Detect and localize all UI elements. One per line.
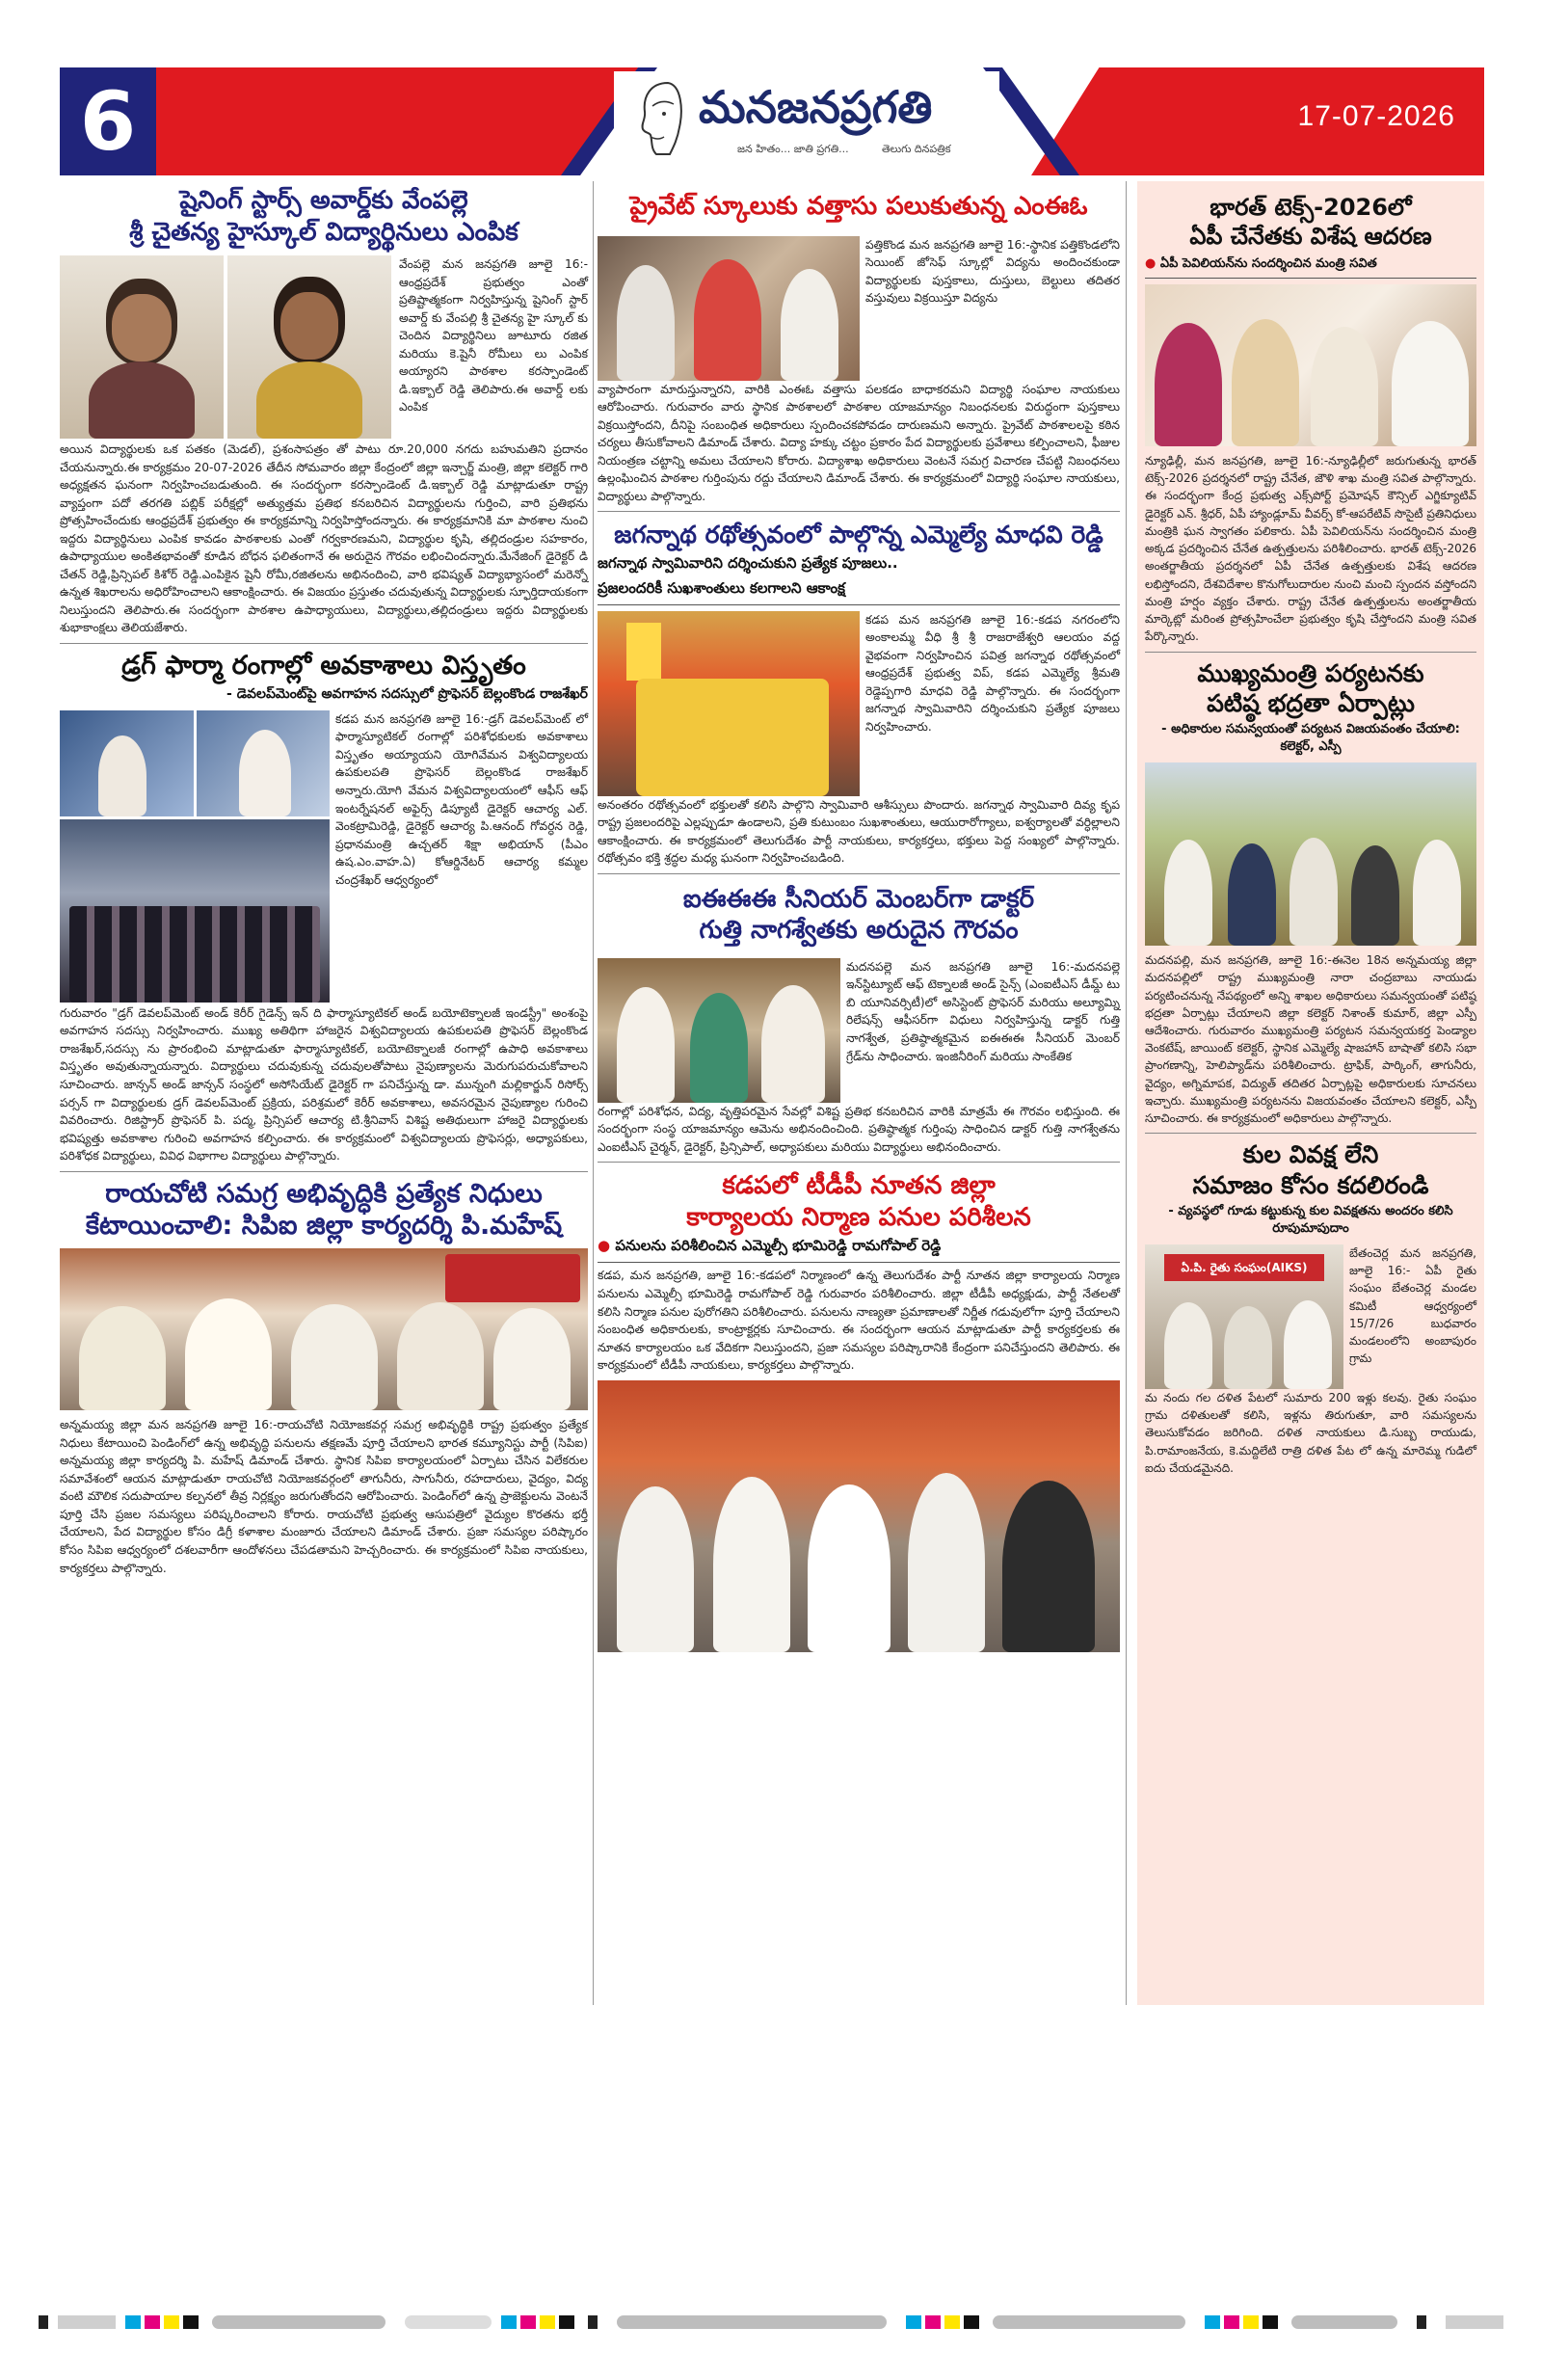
article-headline: ఏపీ చేనేతకు విశేష ఆదరణ [1189, 223, 1432, 250]
seminar-photo [60, 710, 194, 816]
article-body: అయిన విద్యార్థులకు ఒక పతకం (మెడల్), ప్రశంసాపత్రం తో పాటు రూ.20,000 నగదు బహుమతిని ప్రదానం చేయనున్నారు.ఈ కార్యక్రమం 20-07-2026 తేదీన సోమవారం జిల్లా కేంద్రంలో జిల్లా ఇన్చార్జ్ మంత్రి, జిల్లా కలెక్టర్ గారి అధ్యక్షతన ఘనంగా నిర్వహించబడుతుంది. ఈ సందర్భంగా కరస్పాండెంట్ డి.ఇక్బాల్ రెడ్డి మాట్లాడుతూ రాష్ట్ర వ్యాప్తంగా పదో తరగతి పబ్లిక్ పరీక్షల్లో అత్యుత్తమ ప్రతిభ కనబరిచిన విద్యార్థులను గుర్తించి, వారి ప్రతిభను ప్రోత్సహించేందుకు ఆంధ్రప్రదేశ్ ప్రభుత్వం ఈ కార్యక్రమాన్ని నిర్వహిస్తోందన్నారు. ఈ కార్యక్రమానికి మా పాఠశాల నుంచి ఇద్దరు విద్యార్థినులు ఎంపిక కావడం పాఠశాలకు ఎంతో గర్వకారణమని, విద్యార్థుల కృషి, తల్లిదండ్రుల సహకారం, ఉపాధ్యాయుల అంకితభావంతో కూడిన బోధన ఫలితంగానే ఈ అరుదైన గౌరవం లభించిందన్నారు.మేనేజింగ్ డైరెక్టర్ డి చేతన్ రెడ్డి,ప్రిన్సిపల్ కిశోర్ రెడ్డి.ఎంపికైన షైనీ రోమీ,రజితలను అభినందించి, వారి భవిష్యత్ విద్యాభ్యాసంలో మరెన్నో ఉన్నత శిఖరాలను అధిరోహించాలని ఆకాంక్షించారు. ఈ విజయం ప్రస్తుతం చదువుతున్న విద్యార్థులకు స్ఫూర్తిదాయకంగా నిలుస్తుందని తెలిపారు.ఈ సందర్భంగా పాఠశాల ఉపాధ్యాయులు, విద్యార్థులు,తల్లిదండ్రులు ఇద్దరు విద్యార్థులకు శుభాకాంక్షలు తెలియజేశారు. [60, 442, 588, 635]
masthead-red-band-left [156, 67, 638, 175]
article-subtitle: - వ్యవస్థలో గూడు కట్టుకున్న కుల వివక్షతను అందరం కలిసి రూపుమాపుదాం [1168, 1203, 1453, 1236]
article-headline: కేటాయించాలి: సిపిఐ జిల్లా కార్యదర్శి పి.మహేష్ [85, 1211, 563, 1242]
article-headline: గుత్తి నాగశ్వేతకు అరుదైన గౌరవం [699, 916, 1019, 946]
article-jagannath-rathotsavam [598, 520, 1120, 867]
article-lead: పత్తికొండ మన జనప్రగతి జూలై 16:-స్థానిక పత్తికొండలోని సెయింట్ జోసెఫ్ స్కూల్లో విద్యను అందించకుండా విద్యార్థులకు పుస్తకాలు, దుస్తులు, బెల్టులు తదితర వస్తువులు విక్రయిస్తూ విద్యను [865, 237, 1120, 306]
print-registration-bar [0, 2315, 1542, 2329]
article-headline: కడపలో టీడీపీ నూతన జిల్లా [722, 1171, 996, 1201]
article-body: మదనపల్లి, మన జనప్రగతి, జూలై 16:-ఈనెల 18న అన్నమయ్య జిల్లా మదనపల్లిలో రాష్ట్ర ముఖ్యమంత్రి నారా చంద్రబాబు నాయుడు పర్యటించనున్న నేపథ్యంలో అన్ని శాఖల అధికారులు సమన్వయంతో పటిష్ఠ భద్రతా ఏర్పాట్లు చేయాలని జిల్లా కలెక్టర్ నిశాంత్ కుమార్, జిల్లా ఎస్పీ ఆదేశించారు. గురువారం ముఖ్యమంత్రి పర్యటన సమన్వయకర్త పెండ్యాల వెంకటేష్, జాయింట్ కలెక్టర్, స్థానిక ఎమ్మెల్యే షాజహాన్ బాషాతో కలిసి సభా ప్రాంగణాన్ని, హెలిప్యాడ్‌ను పరిశీలించారు. ట్రాఫిక్, పార్కింగ్, తాగునీరు, వైద్యం, అగ్నిమాపక, విద్యుత్ తదితర ఏర్పాట్లపై అధికారులకు సూచనలు ఇచ్చారు. ముఖ్యమంత్రి పర్యటనను విజయవంతం చేయాలని కలెక్టర్, ఎస్పీ సూచించారు. ఈ కార్యక్రమంలో అధికారులు పాల్గొన్నారు. [1145, 953, 1476, 1126]
article-bullet: ● పనులను పరిశీలించిన ఎమ్మెల్సీ భూమిరెడ్డి రామగోపాల్ రెడ్డి [598, 1237, 1120, 1263]
logo-portrait-icon [629, 77, 691, 164]
article-bullet: ● ఏపీ పెవిలియన్‌ను సందర్శించిన మంత్రి సవిత [1145, 256, 1476, 279]
article-body: న్యూఢిల్లీ, మన జనప్రగతి, జూలై 16:-న్యూఢిల్లీలో జరుగుతున్న భారత్ టెక్స్-2026 ప్రదర్శనలో రాష్ట్ర చేనేత, జౌళి శాఖ మంత్రి సవిత పాల్గొన్నారు. ఈ సందర్భంగా కేంద్ర ప్రభుత్వ ఎక్స్‌పోర్ట్ ప్రమోషన్ కౌన్సిల్ ఎగ్జిక్యూటివ్ డైరెక్టర్ ఎన్. శ్రీధర్, ఏపీ హ్యాండ్లూమ్ వీవర్స్ కో-ఆపరేటివ్ సొసైటీ ప్రతినిధులు మంత్రికి ఘన స్వాగతం పలికారు. ఏపీ పెవిలియన్‌ను సందర్శించిన మంత్రి అక్కడ ప్రదర్శించిన చేనేత ఉత్పత్తులను పరిశీలించారు. భారత్ టెక్స్-2026 అంతర్జాతీయ ప్రదర్శనలో ఏపీ చేనేత ఉత్పత్తులకు విశేష ఆదరణ లభిస్తోందని, దేశవిదేశాల కొనుగోలుదారుల నుంచి మంచి స్పందన వస్తోందని మంత్రి హర్షం వ్యక్తం చేశారు. రాష్ట్ర చేనేత ఉత్పత్తులను అంతర్జాతీయ మార్కెట్లో మరింత ప్రోత్సహించేలా ప్రభుత్వం కృషి చేస్తోందని మంత్రి సవిత పేర్కొన్నారు. [1145, 454, 1476, 644]
article-headline: రాయచోటి సమగ్ర అభివృద్ధికి ప్రత్యేక నిధులు [105, 1178, 543, 1209]
article-lead: వేంపల్లె మన జనప్రగతి జూలై 16:-ఆంధ్రప్రదేశ్ ప్రభుత్వం ఎంతో ప్రతిష్టాత్మకంగా నిర్వహిస్తున్న షైనింగ్ స్టార్ అవార్డ్ కు వేంపల్లి శ్రీ చైతన్య హై స్కూల్ కు చెందిన విద్యార్థినిలు జూటూరు రజిత మరియు కె.షైనీ రోమీలు లు ఎంపిక అయ్యారని పాఠశాల కరస్పాండెంట్ డి.ఇక్బాల్ రెడ్డి తెలిపారు.ఈ అవార్డ్ లకు ఎంపిక [399, 257, 588, 414]
page-number: 6 [60, 67, 156, 175]
column-right [1137, 181, 1484, 2005]
rathotsavam-photo [598, 611, 860, 796]
press-meet-photo [60, 1248, 588, 1410]
article-bharat-tex [1145, 193, 1476, 646]
felicitation-photo [598, 958, 840, 1103]
article-lead: బేతంచెర్ల మన జనప్రగతి, జూలై 16:- ఏపీ రైతు సంఘం బేతంచెర్ల మండల కమిటీ ఆధ్వర్యంలో 15/7/26 బుధవారం మండలంలోని అంబాపురం గ్రామ [1349, 1245, 1476, 1366]
column-middle [598, 181, 1120, 1652]
article-lead: కడప మన జనప్రగతి జూలై 16:-డ్రగ్ డెవలప్‌మెంట్ లో ఫార్మాస్యూటికల్ రంగాల్లో పరిశోధకులకు అవకాశాలు విస్తృతం అయ్యాయని యోగివేమన విశ్వవిద్యాలయ ఉపకులపతి ప్రొఫెసర్ బెల్లంకొండ రాజశేఖర్ అన్నారు.యోగి వేమన విశ్వవిద్యాలయంలో ఆఫీస్ ఆఫ్ ఇంటర్నేషనల్ అఫైర్స్ డిప్యూటీ డైరెక్టర్ ఆచార్య ఎల్. వెంకట్రామిరెడ్డి, డైరెక్టర్ ఆచార్య పి.ఆనంద్ గోవర్ధన రెడ్డి, ప్రధానమంత్రి ఉచ్చతర్ శిక్షా అభియాన్ (పీఎం ఉష.ఎం.వాహ.ఏ) కోఆర్డినేటర్ ఆచార్య కమ్మల చంద్రశేఖర్ ఆధ్వర్యంలో [335, 711, 588, 887]
article-headline: జగన్నాథ రథోత్సవంలో పాల్గొన్న ఎమ్మెల్యే మాధవి రెడ్డి [614, 521, 1103, 549]
article-lead: మదనపల్లె మన జనప్రగతి జూలై 16:-మదనపల్లె ఇన్‌స్టిట్యూట్ ఆఫ్ టెక్నాలజీ అండ్ సైన్స్ (ఎంఐటీఎస్ డీమ్డ్ టు బి యూనివర్సిటీ)లో అసిస్టెంట్ ప్రొఫెసర్ మరియు అల్యూమ్ని రిలేషన్స్ ఆఫీసర్‌గా విధులు నిర్వహిస్తున్న డాక్టర్ గుత్తి నాగశ్వేత, ప్రతిష్ఠాత్మకమైన ఐఈఈఈ సీనియర్ మెంబర్ గ్రేడ్‌ను సాధించారు. ఇంజినీరింగ్ మరియు సాంకేతిక [846, 959, 1120, 1063]
article-subheading: జగన్నాథ స్వామివారిని దర్శించుకుని ప్రత్యేక పూజలు.. [598, 553, 898, 572]
newspaper-subtag: తెలుగు దినపత్రిక [882, 143, 951, 155]
audience-photo [60, 819, 330, 1003]
article-headline: ప్రైవేట్ స్కూలుకు వత్తాసు పలుకుతున్న ఎంఈఓ [629, 192, 1088, 221]
article-body: కడప, మన జనప్రగతి, జూలై 16:-కడపలో నిర్మాణంలో ఉన్న తెలుగుదేశం పార్టీ నూతన జిల్లా కార్యాలయ నిర్మాణ పనులను ఎమ్మెల్సీ భూమిరెడ్డి రామగోపాల్ రెడ్డి గురువారం పరిశీలించారు. జిల్లా టీడీపీ అధ్యక్షుడు, పార్టీ నేతలతో కలిసి నిర్మాణ పనుల పురోగతిని పరిశీలించారు. పనులను నాణ్యతా ప్రమాణాలతో నిర్ణీత గడువులోగా పూర్తి చేయాలని సంబంధిత అధికారులకు, కాంట్రాక్టర్లకు సూచించారు. ఈ సందర్భంగా ఆయన మాట్లాడుతూ పార్టీ కార్యకర్తలకు ఈ నూతన కార్యాలయం ఒక వేదికగా నిలుస్తుందని, ప్రజా సమస్యల పరిష్కారానికి కేంద్రంగా పనిచేస్తుందని తెలిపారు. ఈ కార్యక్రమంలో టీడీపీ నాయకులు, కార్యకర్తలు పాల్గొన్నారు. [598, 1269, 1120, 1373]
rythu-sangham-photo [1145, 1244, 1343, 1389]
construction-site-photo [598, 1380, 1120, 1652]
school-protest-photo [598, 236, 860, 381]
article-shining-stars [60, 185, 588, 637]
article-headline: శ్రీ చైతన్య హైస్కూల్ విద్యార్థినులు ఎంపిక [129, 217, 518, 247]
article-subtitle: - డెవలప్‌మెంట్‌పై అవగాహన సదస్సులో ప్రొఫెసర్ బెల్లంకొండ రాజశేఖర్ [226, 685, 588, 702]
article-body: వ్యాపారంగా మారుస్తున్నారని, వారికి ఎంఈఓ వత్తాసు పలకడం బాధాకరమని విద్యార్థి సంఘాల నాయకులు ఆరోపించారు. గురువారం వారు స్థానిక పాఠశాలలో పాఠశాల యాజమాన్యం నిబంధనలకు విరుద్ధంగా పుస్తకాలు విక్రయిస్తోందని, దీనిపై సంబంధిత అధికారులు స్పందించకపోవడం దారుణమని అన్నారు. ప్రైవేట్ పాఠశాలలపై కఠిన చర్యలు తీసుకోవాలని డిమాండ్ చేశారు. విద్యా హక్కు చట్టం ప్రకారం పేద విద్యార్థులకు ప్రవేశాలు కల్పించాలని, ఫీజుల నియంత్రణ చట్టాన్ని అమలు చేయాలని కోరారు. విద్యాశాఖ అధికారులు వెంటనే సమగ్ర విచారణ చేపట్టి నిబంధనలు ఉల్లంఘించిన పాఠశాల గుర్తింపును రద్దు చేయాలని డిమాండ్ చేశారు. ఈ కార్యక్రమంలో విద్యార్థి సంఘాల నాయకులు, విద్యార్థులు పాల్గొన్నారు. [598, 382, 1120, 503]
column-divider [1126, 181, 1127, 2005]
newspaper-tagline: జన హితం... జాతి ప్రగతి... [737, 143, 849, 155]
article-headline: కార్యాలయ నిర్మాణ పనుల పరిశీలన [686, 1202, 1031, 1232]
article-tdp-office [598, 1170, 1120, 1651]
article-rayachoti [60, 1178, 588, 1577]
banner-text: ఏ.పి. రైతు సంఘం(AIKS) [1164, 1254, 1324, 1281]
article-private-school [598, 191, 1120, 505]
article-headline: డ్రగ్ ఫార్మా రంగాల్లో అవకాశాలు విస్తృతం [121, 651, 526, 682]
article-lead: కడప మన జనప్రగతి జూలై 16:-కడప నగరంలోని అంకాలమ్మ వీధి శ్రీ శ్రీ రాజరాజేశ్వరి ఆలయం వద్ద వైభవంగా నిర్వహించిన పవిత్ర జగన్నాథ రథోత్సవంలో ఆంధ్రప్రదేశ్ ప్రభుత్వ విప్, కడప ఎమ్మెల్యే శ్రీమతి రెడ్డెప్పగారి మాధవి రెడ్డి పాల్గొన్నారు. ఈ సందర్భంగా జగన్నాథ స్వామివారిని దర్శించుకుని ప్రత్యేక పూజలు నిర్వహించారు. [865, 612, 1120, 734]
article-cm-tour-security [1145, 658, 1476, 1128]
article-headline: భారత్ టెక్స్-2026లో [1210, 194, 1412, 221]
student-photo [227, 255, 391, 439]
article-headline: ఐఈఈఈ సీనియర్ మెంబర్‌గా డాక్టర్ [682, 884, 1035, 914]
article-body: అనంతరం రథోత్సవంలో భక్తులతో కలిసి పాల్గొని స్వామివారి ఆశీస్సులు పొందారు. జగన్నాథ స్వామివారి దివ్య కృప రాష్ట్ర ప్రజలందరిపై ఎల్లప్పుడూ ఉండాలని, ప్రతి కుటుంబం సుఖశాంతులు, ఆయురారోగ్యాలు, ఐశ్వర్యాలతో వర్ధిల్లాలని ఆకాంక్షించారు. ఈ కార్యక్రమంలో తెలుగుదేశం పార్టీ నాయకులు, కార్యకర్తలు, భక్తులు పెద్ద సంఖ్యలో పాల్గొన్నారు. రథోత్సవం భక్తి శ్రద్ధల మధ్య ఘనంగా నిర్వహించబడింది. [598, 797, 1120, 866]
column-left [60, 181, 588, 1577]
article-body: రంగాల్లో పరిశోధన, విద్య, వృత్తిపరమైన సేవల్లో విశిష్ట ప్రతిభ కనబరిచిన వారికి మాత్రమే ఈ గౌరవం లభిస్తుంది. ఈ సందర్భంగా సంస్థ యాజమాన్యం ఆమెను అభినందించింది. ప్రతిష్ఠాత్మక గుర్తింపు సాధించిన డాక్టర్ గుత్తి నాగశ్వేతను ఎంఐటీఎస్ చైర్మన్, డైరెక్టర్, ప్రిన్సిపాల్, అధ్యాపకులు మరియు విద్యార్థులు అభినందించారు. [598, 1104, 1120, 1154]
officials-inspection-photo [1145, 762, 1476, 946]
article-headline: షైనింగ్ స్టార్స్ అవార్డ్‌కు వేంపల్లె [179, 186, 468, 215]
seminar-photo [197, 710, 331, 816]
newspaper-logo [614, 71, 999, 172]
article-body: గురువారం "డ్రగ్ డెవలప్‌మెంట్ అండ్ కెరీర్ గైడెన్స్ ఇన్ ది ఫార్మాస్యూటికల్ అండ్ బయోటెక్నాలజీ ఇండస్ట్రీ" అంశంపై అవగాహన సదస్సు నిర్వహించారు. ముఖ్య అతిథిగా హాజరైన విశ్వవిద్యాలయ ఉపకులపతి ప్రొఫెసర్ బెల్లంకొండ రాజశేఖర్,సదస్సు ను ప్రారంభించి మాట్లాడుతూ ఫార్మాస్యూటికల్, బయోటెక్నాలజీ రంగాల్లో ఉపాధి అవకాశాలు విస్తృతం అవుతున్నాయన్నారు. విద్యార్థులు చదువుకున్న చదువులతోపాటు నైపుణ్యాలను మెరుగుపరుచుకోవాలని సూచించారు. జాన్సన్ అండ్ జాన్సన్ సంస్థలో అసోసియేట్ డైరెక్టర్ గా పనిచేస్తున్న డా. మున్నంగి మల్లికార్జున్ రిసోర్స్ పర్సన్ గా విద్యార్థులకు డ్రగ్ డెవలప్‌మెంట్ ప్రక్రియ, పరిశ్రమలో కెరీర్ అవకాశాలు, అవసరమైన నైపుణ్యాల గురించి వివరించారు. రిజిస్ట్రార్ ప్రొఫెసర్ పి. పద్మ, ప్రిన్సిపల్ ఆచార్య టి.శ్రీనివాస్ విశిష్ట అతిథులుగా హాజరై విద్యార్థులకు భవిష్యత్తు అవకాశాల గురించి అవగాహన కల్పించారు. ఈ కార్యక్రమంలో విశ్వవిద్యాలయ ప్రొఫెసర్లు, అధ్యాపకులు, పరిశోధక విద్యార్థులు, వివిధ విభాగాల విద్యార్థులు పాల్గొన్నారు. [60, 1005, 588, 1163]
issue-date: 17-07-2026 [1297, 100, 1455, 132]
article-subheading: ప్రజలందరికీ సుఖశాంతులు కలగాలని ఆకాంక్ష [598, 579, 1120, 605]
newspaper-name: మనజనప్రగతి [699, 81, 933, 133]
article-body: మ నందు గల దళిత పేటలో సుమారు 200 ఇళ్లు కలవు. రైతు సంఘం గ్రామ దళితులతో కలిసి, ఇళ్లను తిరుగుతూ, వారి సమస్యలను తెలుసుకోవడం జరిగింది. దళిత నాయకులు డి.సుబ్బ రాయుడు, పి.రామాంజనేయ, కె.మద్దిలేటి రాత్రి దళిత పేట లో ఉన్న మారెమ్మ గుడిలో ఐదు చేయడమైనది. [1145, 1390, 1476, 1475]
article-headline: సమాజం కోసం కదలిరండి [1192, 1170, 1429, 1199]
article-subtitle: - అధికారుల సమన్వయంతో పర్యటన విజయవంతం చేయాలి: కలెక్టర్, ఎస్పీ [1161, 722, 1460, 755]
student-photo [60, 255, 224, 439]
article-headline: పటిష్ఠ భద్రతా ఏర్పాట్లు [1207, 688, 1415, 717]
masthead [60, 67, 1484, 175]
minister-visit-photo [1145, 284, 1476, 446]
column-divider [593, 181, 594, 2005]
article-caste-discrimination [1145, 1139, 1476, 1477]
article-headline: కుల వివక్ష లేని [1242, 1140, 1379, 1169]
article-body: అన్నమయ్య జిల్లా మన జనప్రగతి జూలై 16:-రాయచోటి నియోజకవర్గ సమగ్ర అభివృద్ధికి రాష్ట్ర ప్రభుత్వం ప్రత్యేక నిధులు కేటాయించి పెండింగ్‌లో ఉన్న అభివృద్ధి పనులను తక్షణమే పూర్తి చేయాలని భారత కమ్యూనిస్టు పార్టీ (సిపిఐ) అన్నమయ్య జిల్లా కార్యదర్శి పి. మహేష్ డిమాండ్ చేశారు. స్థానిక సిపిఐ కార్యాలయంలో ఏర్పాటు చేసిన విలేకరుల సమావేశంలో ఆయన మాట్లాడుతూ రాయచోటి నియోజకవర్గంలో తాగునీరు, సాగునీరు, రహదారులు, వైద్యం, విద్య వంటి మౌలిక సదుపాయాల కల్పనలో తీవ్ర నిర్లక్ష్యం జరుగుతోందని ఆరోపించారు. పెండింగ్‌లో ఉన్న ప్రాజెక్టులను వెంటనే పూర్తి చేసి ప్రజల సమస్యలు పరిష్కరించాలని కోరారు. రాయచోటి ప్రభుత్వ ఆసుపత్రిలో వైద్యుల కొరతను భర్తీ చేయాలని, పేద విద్యార్థుల కోసం డిగ్రీ కళాశాల మంజూరు చేయాలని డిమాండ్ చేశారు. ప్రజా సమస్యల పరిష్కారం కోసం సిపిఐ ఆధ్వర్యంలో దశలవారీగా ఆందోళనలు చేపడతామని హెచ్చరించారు. ఈ కార్యక్రమంలో సిపిఐ నాయకులు, కార్యకర్తలు పాల్గొన్నారు. [60, 1418, 588, 1575]
article-ieee-member [598, 884, 1120, 1157]
article-headline: ముఖ్యమంత్రి పర్యటనకు [1197, 658, 1424, 687]
article-drug-pharma [60, 650, 588, 1165]
